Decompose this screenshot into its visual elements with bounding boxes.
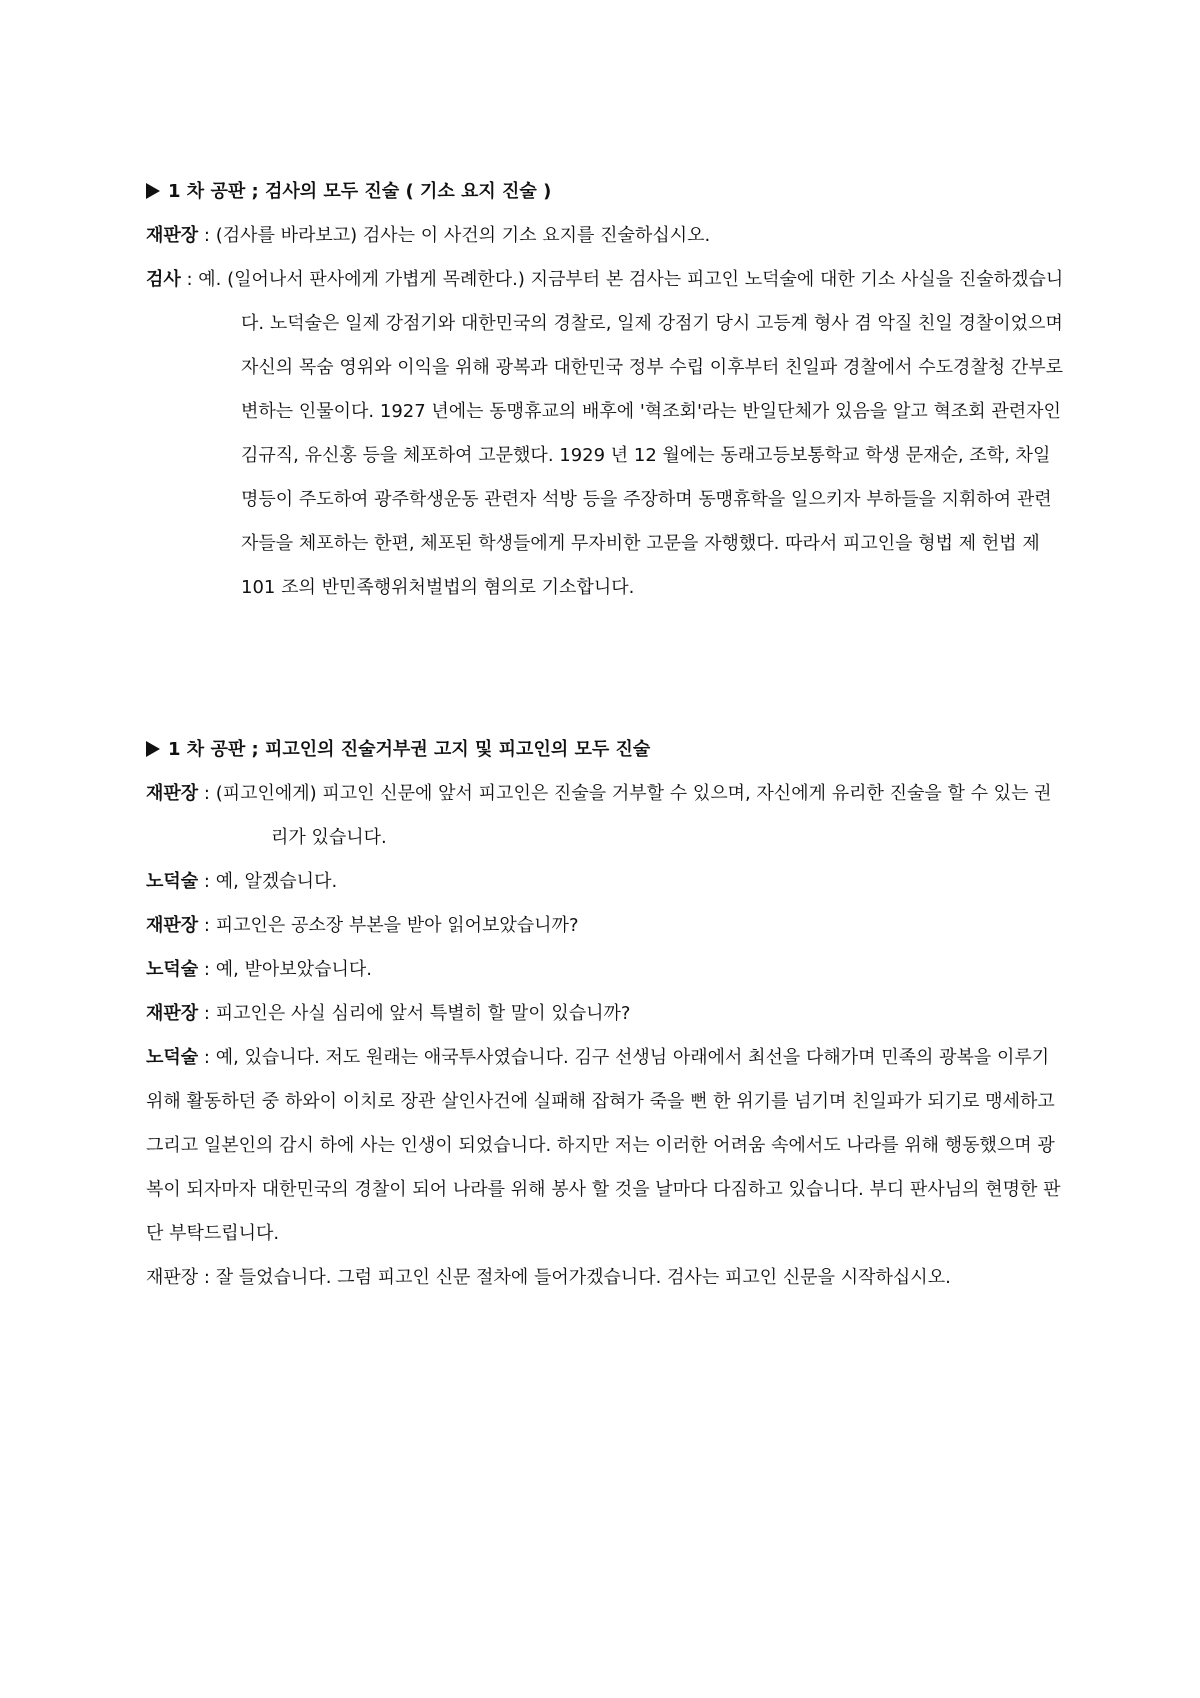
- dialogue-entry: [146, 1256, 1066, 1300]
- dialogue-entry: [146, 860, 1066, 904]
- dialogue-text: 예, 알겠습니다.: [215, 871, 338, 892]
- dialogue-text: 예, 받아보았습니다.: [215, 959, 372, 980]
- speaker-name: 재판장: [146, 783, 199, 804]
- dialogue-text: 피고인은 사실 심리에 앞서 특별히 할 말이 있습니까?: [215, 1003, 631, 1024]
- section-heading: [146, 728, 1066, 772]
- dialogue-entry: [146, 772, 1066, 860]
- section-indictment-statement: [146, 170, 1066, 610]
- speaker-name: 노덕술: [146, 1047, 199, 1068]
- dialogue-entry: [146, 258, 1066, 610]
- speaker-name: 재판장: [146, 1003, 199, 1024]
- dialogue-entry: [146, 948, 1066, 992]
- speaker-separator: :: [198, 1267, 216, 1288]
- section-heading: [146, 170, 1066, 214]
- dialogue-entry: [146, 904, 1066, 948]
- speaker-name: 노덕술: [146, 871, 199, 892]
- section-right-to-silence: [146, 728, 1066, 1300]
- triangle-bullet-icon: [146, 741, 160, 757]
- dialogue-text: 예. (일어나서 판사에게 가볍게 목례한다.) 지금부터 본 검사는 피고인 노덕술에 대한 기소 사실을 진술하겠습니다. 노덕술은 일제 강점기와 대한민국의 경찰로, 일제 강점기 당시 고등계 형사 겸 악질 친일 경찰이었으며 자신의 목숨 영위와 이익을 위해 광복과 대한민국 정부 수립 이후부터 친일파 경찰에서 수도경찰청 간부로 변하는 인물이다. 1927 년에는 동맹휴교의 배후에 '혁조회'라는 반일단체가 있음을 알고 혁조회 관련자인 김규직, 유신홍 등을 체포하여 고문했다. 1929 년 12 월에는 동래고등보통학교 학생 문재순, 조학, 차일명등이 주도하여 광주학생운동 관련자 석방 등을 주장하며 동맹휴학을 일으키자 부하들을 지휘하여 관련자들을 체포하는 한편, 체포된 학생들에게 무자비한 고문을 자행했다. 따라서 피고인을 형법 제 헌법 제 101 조의 반민족행위처벌법의 혐의로 기소합니다.: [198, 269, 1064, 598]
- section-heading-text: 1 차 공판 ; 피고인의 진술거부권 고지 및 피고인의 모두 진술: [168, 739, 651, 760]
- dialogue-text: 피고인은 공소장 부본을 받아 읽어보았습니까?: [215, 915, 579, 936]
- dialogue-text: (검사를 바라보고) 검사는 이 사건의 기소 요지를 진술하십시오.: [215, 225, 711, 246]
- speaker-separator: :: [198, 783, 216, 804]
- speaker-separator: :: [198, 225, 216, 246]
- speaker-name: 검사: [146, 269, 181, 290]
- speaker-separator: :: [198, 959, 216, 980]
- dialogue-text: (피고인에게) 피고인 신문에 앞서 피고인은 진술을 거부할 수 있으며, 자신에게 유리한 진술을 할 수 있는 권리가 있습니다.: [215, 783, 1052, 848]
- dialogue-entry: [146, 992, 1066, 1036]
- speaker-separator: :: [198, 1047, 216, 1068]
- speaker-name: 재판장: [146, 225, 199, 246]
- dialogue-entry: [146, 1036, 1066, 1256]
- triangle-bullet-icon: [146, 183, 160, 199]
- dialogue-text: 예, 있습니다. 저도 원래는 애국투사였습니다. 김구 선생님 아래에서 최선을 다해가며 민족의 광복을 이루기 위해 활동하던 중 하와이 이치로 장관 살인사건에 실패해 잡혀가 죽을 뻔 한 위기를 넘기며 친일파가 되기로 맹세하고 그리고 일본인의 감시 하에 사는 인생이 되었습니다. 하지만 저는 이러한 어려움 속에서도 나라를 위해 행동했으며 광복이 되자마자 대한민국의 경찰이 되어 나라를 위해 봉사 할 것을 날마다 다짐하고 있습니다. 부디 판사님의 현명한 판단 부탁드립니다.: [146, 1047, 1061, 1244]
- speaker-separator: :: [198, 915, 216, 936]
- speaker-separator: :: [198, 1003, 216, 1024]
- section-heading-text: 1 차 공판 ; 검사의 모두 진술 ( 기소 요지 진술 ): [168, 181, 552, 202]
- dialogue-entry: [146, 214, 1066, 258]
- speaker-separator: :: [198, 871, 216, 892]
- speaker-name: 재판장: [146, 915, 199, 936]
- dialogue-text: 잘 들었습니다. 그럼 피고인 신문 절차에 들어가겠습니다. 검사는 피고인 신문을 시작하십시오.: [215, 1267, 951, 1288]
- speaker-name: 노덕술: [146, 959, 199, 980]
- speaker-name: 재판장: [146, 1267, 199, 1288]
- speaker-separator: :: [180, 269, 199, 290]
